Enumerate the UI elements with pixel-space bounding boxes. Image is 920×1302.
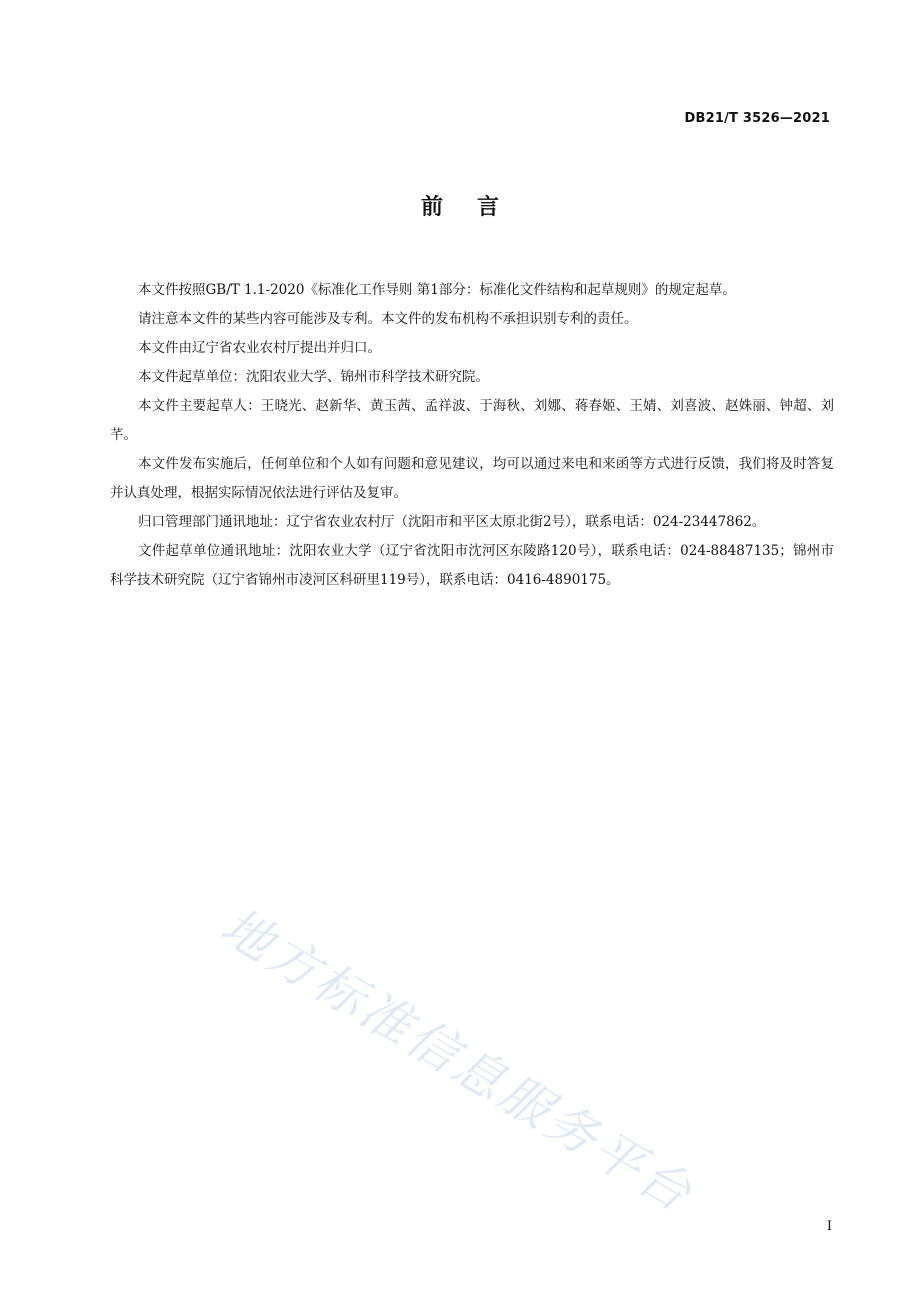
standard-code: DB21/T 3526—2021 <box>684 111 830 126</box>
paragraph-drafters: 本文件主要起草人：王晓光、赵新华、黄玉茜、孟祥波、于海秋、刘娜、蒋春姬、王婧、刘喜波、赵姝丽、钟超、刘芊。 <box>110 398 834 443</box>
paragraph-drafter-address: 文件起草单位通讯地址：沈阳农业大学（辽宁省沈阳市沈河区东陵路120号），联系电话：024-88487135；锦州市科学技术研究院（辽宁省锦州市凌河区科研里119号），联系电话：0416-4890175。 <box>110 543 834 588</box>
paragraph-drafting-units: 本文件起草单位：沈阳农业大学、锦州市科学技术研究院。 <box>138 369 489 385</box>
paragraph-proposer: 本文件由辽宁省农业农村厅提出并归口。 <box>138 340 381 356</box>
page-title: 前言 <box>420 195 533 220</box>
page-number: I <box>826 1219 832 1234</box>
paragraph-patent-notice: 请注意本文件的某些内容可能涉及专利。本文件的发布机构不承担识别专利的责任。 <box>138 311 638 327</box>
paragraph-feedback: 本文件发布实施后，任何单位和个人如有问题和意见建议，均可以通过来电和来函等方式进行反馈，我们将及时答复并认真处理，根据实际情况依法进行评估及复审。 <box>110 456 834 501</box>
paragraph-authority-address: 归口管理部门通讯地址：辽宁省农业农村厅（沈阳市和平区太原北街2号），联系电话：024-23447862。 <box>138 514 766 530</box>
foreword-body <box>110 276 834 595</box>
paragraph-drafting-rules: 本文件按照GB/T 1.1-2020《标准化工作导则 第1部分：标准化文件结构和起草规则》的规定起草。 <box>138 282 736 298</box>
watermark-text: 地方标准信息服务平台 <box>211 896 704 1225</box>
